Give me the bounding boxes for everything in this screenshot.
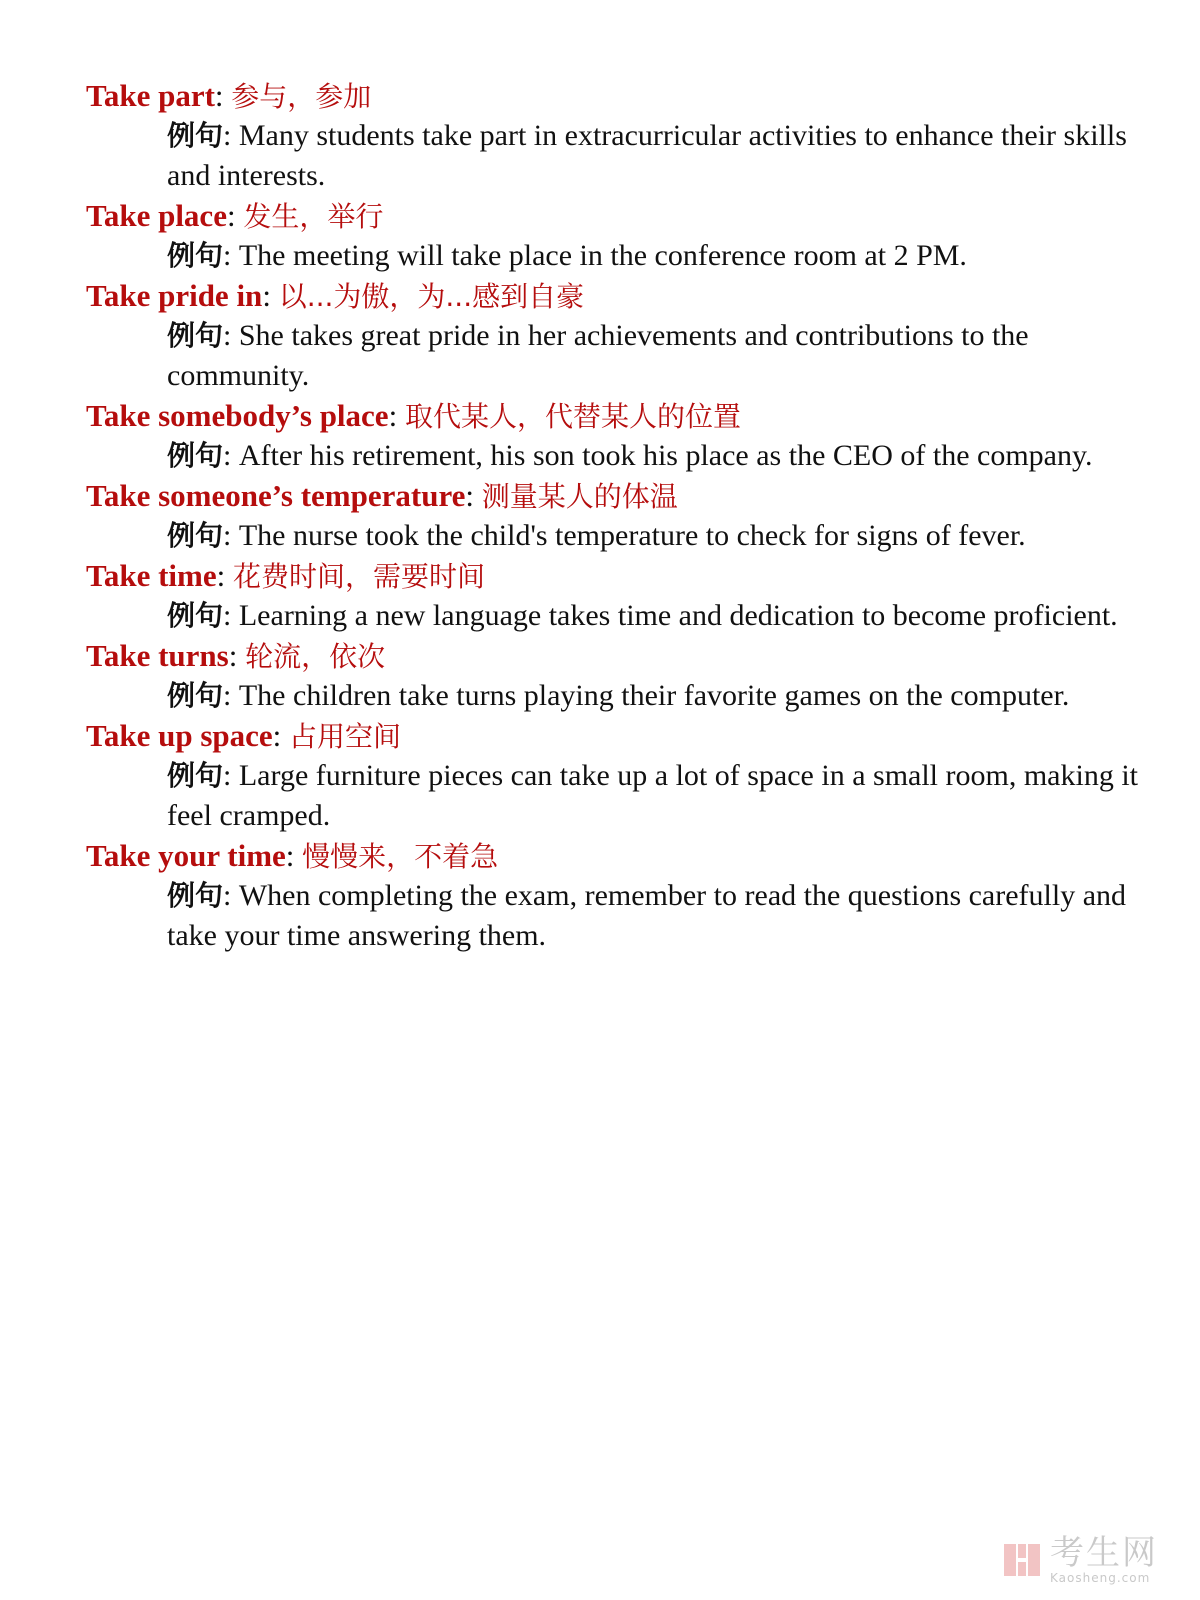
entry-take-time (86, 556, 1146, 636)
phrase: Take part (86, 78, 215, 113)
meaning: 以...为傲，为...感到自豪 (278, 280, 585, 313)
phrase: Take your time (86, 838, 286, 873)
example-label: 例句 (167, 759, 224, 792)
term-line: Take your time: 慢慢来，不着急 (86, 838, 499, 873)
example-text: Learning a new language takes time and dedication to become proficient. (238, 599, 1118, 632)
example-label: 例句 (167, 599, 224, 632)
meaning: 取代某人，代替某人的位置 (404, 400, 741, 433)
example-text: When completing the exam, remember to read the questions carefully and take your time answering them. (167, 879, 1127, 952)
entry-take-up-space (86, 716, 1146, 836)
meaning: 发生，举行 (243, 200, 384, 233)
entry-take-somebodys-place (86, 396, 1146, 476)
example-text: Large furniture pieces can take up a lot of space in a small room, making it feel cramped. (167, 759, 1138, 832)
meaning: 花费时间，需要时间 (232, 560, 485, 593)
entry-take-turns (86, 636, 1146, 716)
phrase: Take turns (86, 638, 229, 673)
document-body (86, 76, 1146, 956)
example-label: 例句 (167, 519, 224, 552)
phrase: Take up space (86, 718, 273, 753)
example-sentence: 例句: Learning a new language takes time and dedication to become proficient. (167, 599, 1118, 632)
example-text: She takes great pride in her achievements and contributions to the community. (167, 319, 1029, 392)
watermark-text (1050, 1533, 1158, 1585)
entry-take-place (86, 196, 1146, 276)
term-line: Take pride in: 以...为傲，为...感到自豪 (86, 278, 585, 313)
example-text: The children take turns playing their favorite games on the computer. (238, 679, 1070, 712)
example-sentence: 例句: The nurse took the child's temperature to check for signs of fever. (167, 519, 1026, 552)
example-sentence: 例句: After his retirement, his son took his place as the CEO of the company. (167, 439, 1093, 472)
term-line: Take someone’s temperature: 测量某人的体温 (86, 478, 678, 513)
term-line: Take somebody’s place: 取代某人，代替某人的位置 (86, 398, 741, 433)
term-line: Take time: 花费时间，需要时间 (86, 558, 485, 593)
example-label: 例句 (167, 239, 224, 272)
entry-take-pride-in (86, 276, 1146, 396)
entry-take-your-time (86, 836, 1146, 956)
entry-take-someones-temperature (86, 476, 1146, 556)
example-label: 例句 (167, 319, 224, 352)
term-line: Take place: 发生，举行 (86, 198, 384, 233)
example-sentence: 例句: Many students take part in extracurricular activities to enhance their skills and interests. (167, 119, 1127, 192)
watermark-cn: 考生网 (1050, 1533, 1158, 1573)
watermark-en: Kaosheng.com (1050, 1571, 1151, 1585)
phrase: Take somebody’s place (86, 398, 389, 433)
example-text: The nurse took the child's temperature to check for signs of fever. (238, 519, 1026, 552)
phrase: Take time (86, 558, 217, 593)
example-text: Many students take part in extracurricular activities to enhance their skills and interests. (167, 119, 1127, 192)
phrase: Take someone’s temperature (86, 478, 466, 513)
example-label: 例句 (167, 439, 224, 472)
term-line: Take part: 参与，参加 (86, 78, 372, 113)
meaning: 慢慢来，不着急 (302, 840, 499, 873)
example-text: After his retirement, his son took his place as the CEO of the company. (238, 439, 1093, 472)
example-sentence: 例句: When completing the exam, remember to read the questions carefully and take your time answering them. (167, 879, 1127, 952)
kaosheng-logo-icon (1002, 1540, 1042, 1580)
example-label: 例句 (167, 879, 224, 912)
term-line: Take up space: 占用空间 (86, 718, 402, 753)
term-line: Take turns: 轮流，依次 (86, 638, 386, 673)
meaning: 参与，参加 (231, 80, 372, 113)
example-sentence: 例句: Large furniture pieces can take up a lot of space in a small room, making it feel cramped. (167, 759, 1138, 832)
example-sentence: 例句: The children take turns playing their favorite games on the computer. (167, 679, 1070, 712)
example-sentence: 例句: She takes great pride in her achievements and contributions to the community. (167, 319, 1029, 392)
phrase: Take place (86, 198, 227, 233)
watermark (1002, 1533, 1158, 1585)
example-label: 例句 (167, 679, 224, 712)
phrase: Take pride in (86, 278, 263, 313)
meaning: 测量某人的体温 (481, 480, 678, 513)
meaning: 占用空间 (289, 720, 402, 753)
entry-take-part (86, 76, 1146, 196)
example-text: The meeting will take place in the conference room at 2 PM. (238, 239, 967, 272)
example-sentence: 例句: The meeting will take place in the conference room at 2 PM. (167, 239, 967, 272)
example-label: 例句 (167, 119, 224, 152)
meaning: 轮流，依次 (245, 640, 386, 673)
